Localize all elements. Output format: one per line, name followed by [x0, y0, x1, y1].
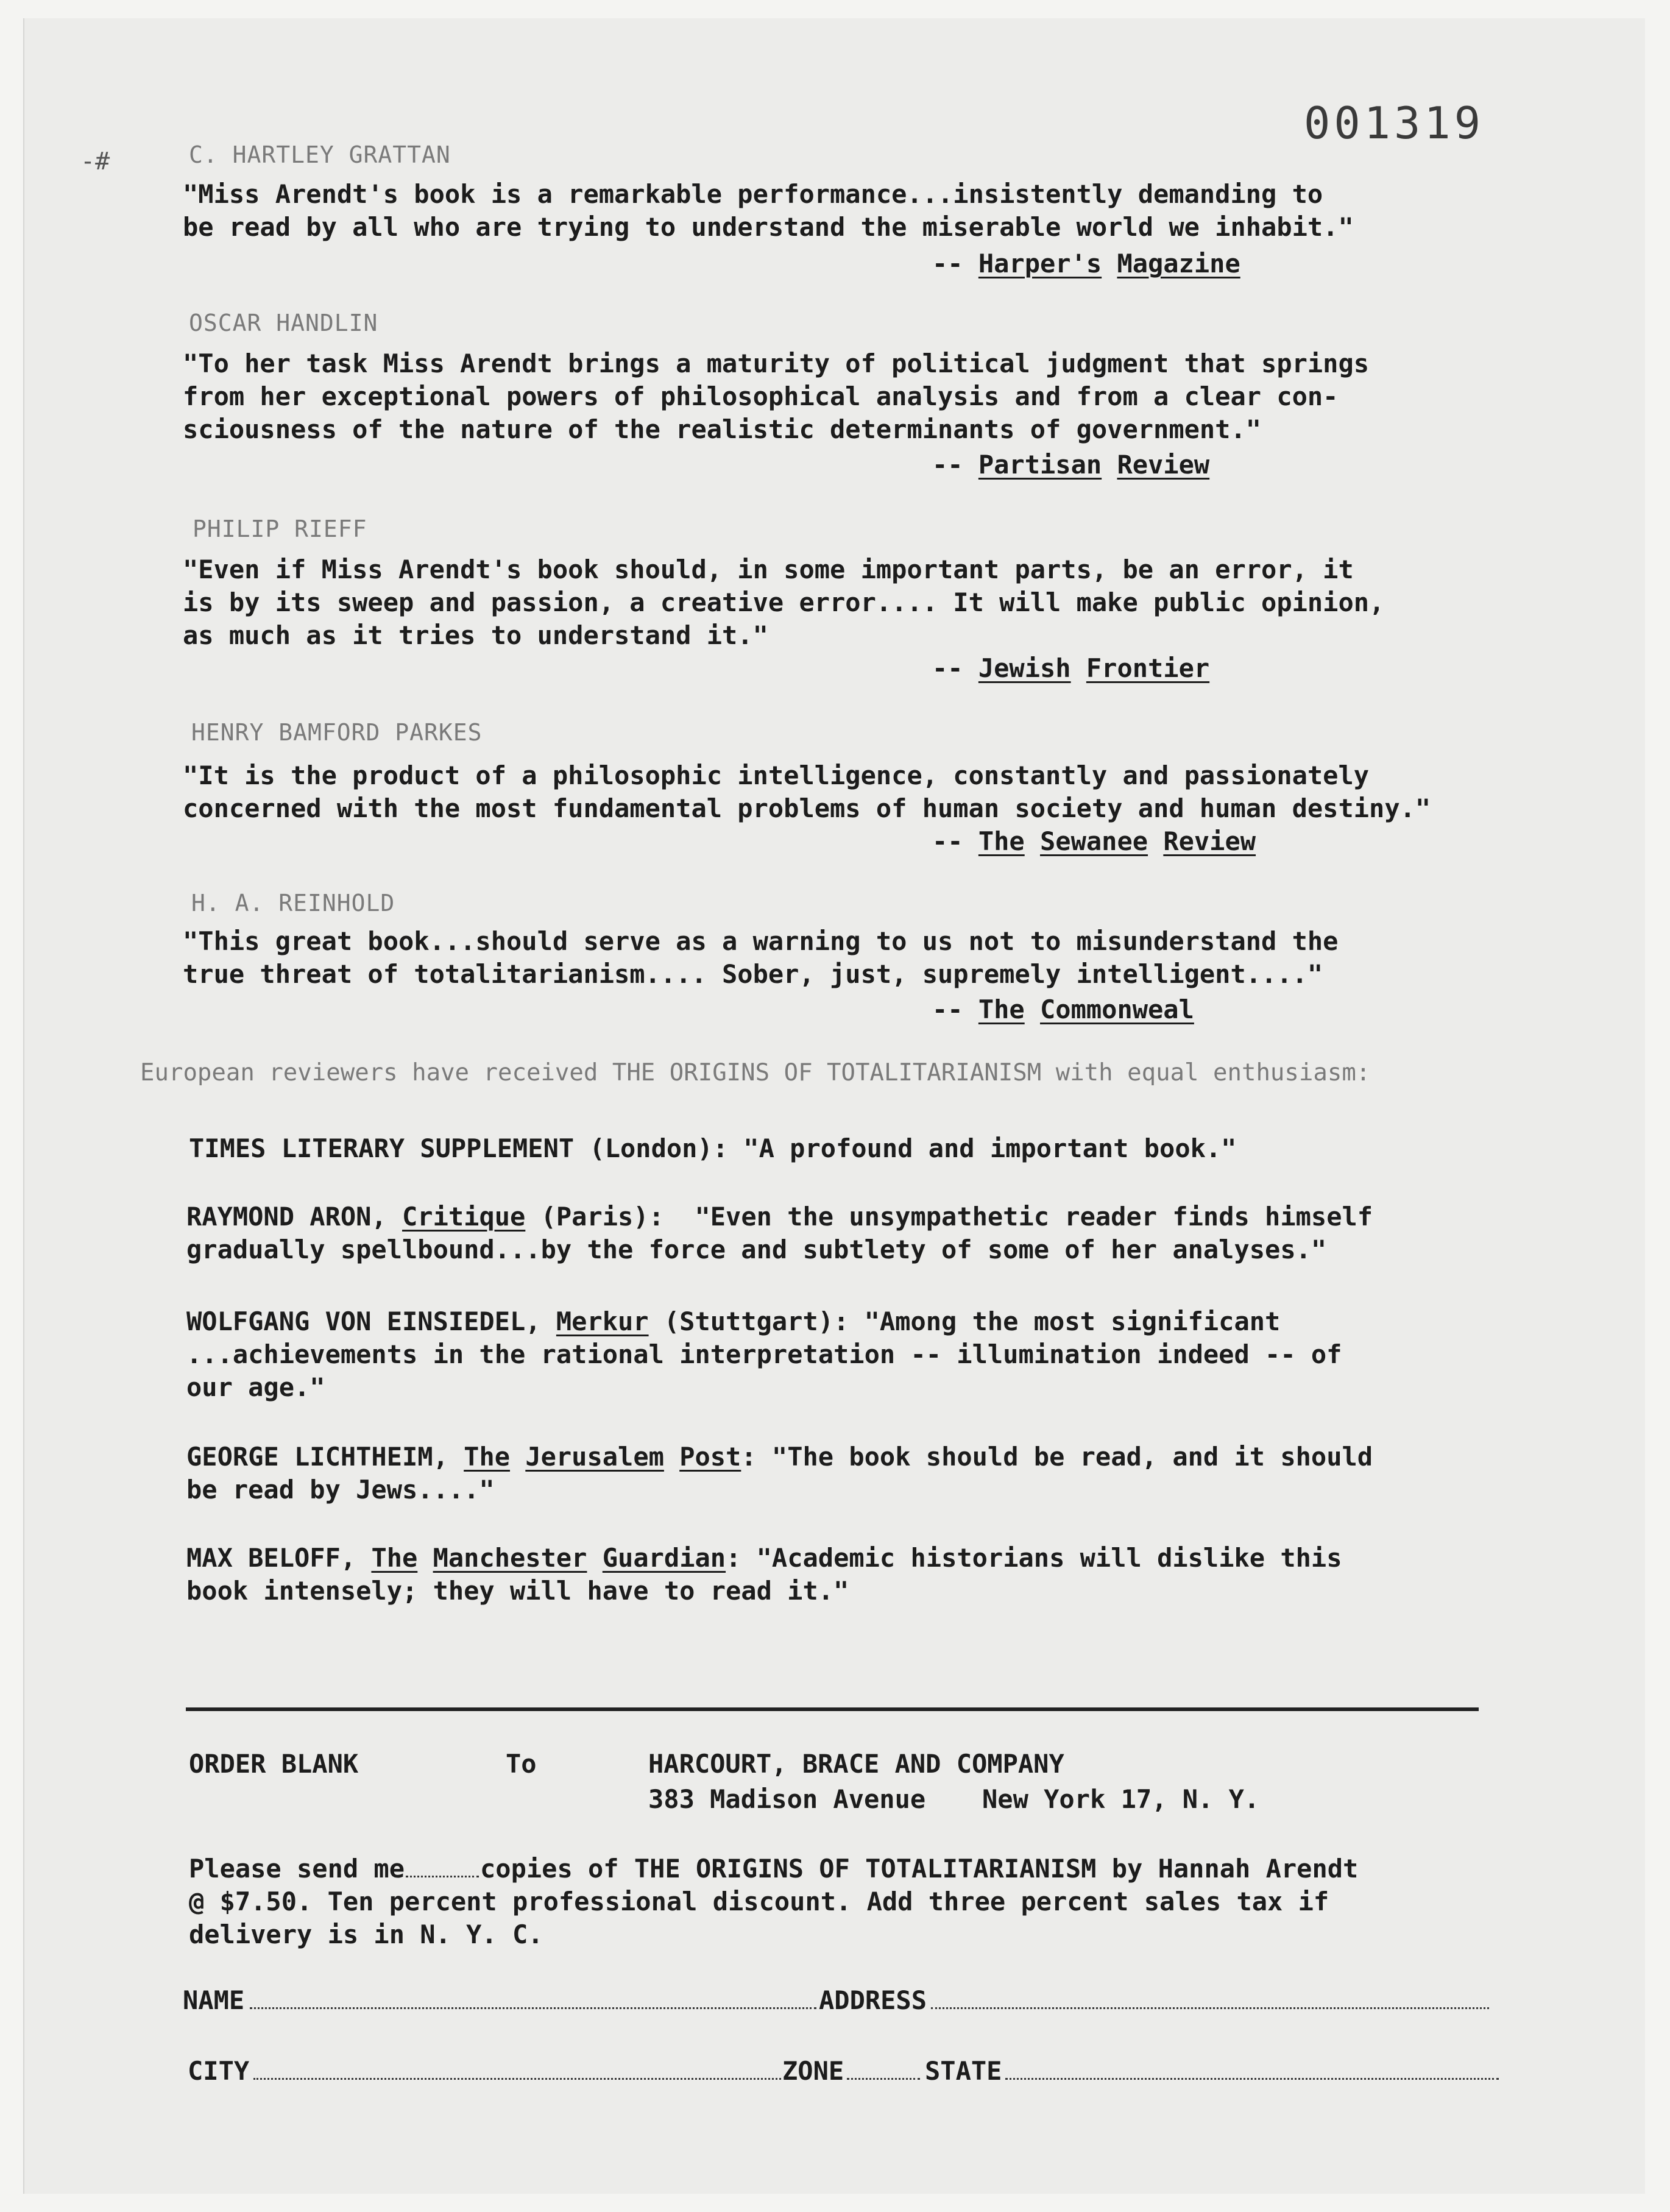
source-word: Sewanee	[1040, 826, 1148, 856]
euro-reviewer: MAX BELOFF,	[186, 1543, 372, 1573]
quote-line: is by its sweep and passion, a creative error.... It will make public opinion,	[183, 587, 1385, 617]
quote-line: "Even if Miss Arendt's book should, in some important parts, be an error, it	[183, 555, 1354, 584]
quote-line: "It is the product of a philosophic intelligence, constantly and passionately	[183, 760, 1370, 790]
reviewer-name: PHILIP RIEFF	[193, 516, 367, 542]
address-field-label: ADDRESS	[819, 1985, 927, 2015]
source-word: The	[978, 994, 1025, 1024]
quote-line: from her exceptional powers of philosophical analysis and from a clear con-	[183, 381, 1339, 411]
euro-reviewer: RAYMOND ARON,	[186, 1202, 403, 1232]
review-source	[932, 994, 1194, 1024]
quote-line: "To her task Miss Arendt brings a maturity of political judgment that springs	[183, 349, 1370, 378]
euro-review-lichtheim	[186, 1441, 1373, 1506]
source-word: Frontier	[1086, 653, 1210, 683]
name-field-line[interactable]	[250, 2007, 816, 2009]
euro-publication-word: The	[464, 1442, 511, 1472]
review-source	[932, 249, 1240, 278]
order-city-line: New York 17, N. Y.	[982, 1784, 1260, 1814]
review-quote	[183, 347, 1369, 446]
review-source	[932, 653, 1209, 683]
order-company: HARCOURT, BRACE AND COMPANY	[648, 1749, 1064, 1779]
quote-line: sciousness of the nature of the realistic determinants of government."	[183, 414, 1262, 444]
euro-quote-line: be read by Jews...."	[186, 1475, 495, 1505]
source-dash: --	[932, 450, 978, 480]
euro-review-tls: TIMES LITERARY SUPPLEMENT (London): "A profound and important book."	[189, 1133, 1237, 1163]
order-street: 383 Madison Avenue	[648, 1784, 926, 1814]
euro-publication-word: Guardian	[602, 1543, 726, 1573]
euro-quote-line: ...achievements in the rational interpretation -- illumination indeed -- of	[186, 1339, 1342, 1369]
euro-quote: (Stuttgart): "Among the most significant	[648, 1306, 1281, 1336]
reviewer-name: C. HARTLEY GRATTAN	[189, 141, 451, 168]
source-word: Partisan	[978, 450, 1102, 480]
euro-quote-line: book intensely; they will have to read it."	[186, 1576, 849, 1606]
euro-quote: : "The book should be read, and it should	[741, 1442, 1373, 1472]
zone-field-line[interactable]	[847, 2078, 920, 2080]
city-field-label: CITY	[188, 2056, 250, 2086]
euro-publication-word: The	[371, 1543, 418, 1573]
review-source	[932, 450, 1209, 480]
source-word: Jewish	[978, 653, 1071, 683]
euro-review-einsiedel	[186, 1305, 1342, 1404]
margin-mark: -#	[80, 147, 110, 175]
quote-line: as much as it tries to understand it."	[183, 620, 768, 650]
order-blank-label: ORDER BLANK	[189, 1749, 359, 1779]
address-field-line[interactable]	[931, 2007, 1489, 2009]
source-dash: --	[932, 826, 978, 856]
review-quote	[183, 553, 1384, 652]
zone-field-label: ZONE	[782, 2056, 844, 2086]
quote-line: "Miss Arendt's book is a remarkable performance...insistently demanding to	[183, 179, 1323, 209]
source-word: Review	[1163, 826, 1256, 856]
euro-reviewer: GEORGE LICHTHEIM,	[186, 1442, 464, 1472]
source-dash: --	[932, 994, 978, 1024]
euro-publication-word: Post	[679, 1442, 741, 1472]
review-source	[932, 826, 1256, 856]
document-number: 001319	[1304, 97, 1485, 149]
order-request	[189, 1852, 1358, 1951]
reviewer-name: H. A. REINHOLD	[191, 890, 395, 916]
euro-publication: Critique	[402, 1202, 526, 1232]
euro-quote: : "Academic historians will dislike this	[726, 1543, 1342, 1573]
euro-review-beloff	[186, 1542, 1342, 1608]
euro-review-aron	[186, 1200, 1373, 1266]
quote-line: be read by all who are trying to understand the miserable world we inhabit."	[183, 212, 1354, 242]
euro-quote-line: our age."	[186, 1372, 325, 1402]
source-dash: --	[932, 653, 978, 683]
name-field-label: NAME	[183, 1985, 245, 2015]
divider-rule	[186, 1707, 1479, 1711]
quote-line: concerned with the most fundamental problems of human society and human destiny."	[183, 793, 1431, 823]
review-quote	[183, 759, 1431, 825]
source-word: Harper's	[978, 249, 1102, 278]
euro-publication-word: Jerusalem	[525, 1442, 664, 1472]
source-word: Commonweal	[1040, 994, 1194, 1024]
euro-publication-word: Manchester	[433, 1543, 587, 1573]
source-word: Review	[1117, 450, 1210, 480]
source-word: Magazine	[1117, 249, 1240, 278]
quote-line: "This great book...should serve as a warning to us not to misunderstand the	[183, 926, 1339, 956]
price-line: @ $7.50. Ten percent professional discount. Add three percent sales tax if	[189, 1887, 1329, 1916]
order-to-label: To	[506, 1749, 537, 1779]
request-rest: copies of THE ORIGINS OF TOTALITARIANISM by Hannah Arendt	[480, 1854, 1359, 1884]
review-quote	[183, 178, 1354, 244]
review-quote	[183, 925, 1338, 991]
reviewer-name: HENRY BAMFORD PARKES	[191, 719, 483, 746]
european-intro: European reviewers have received THE ORIGINS OF TOTALITARIANISM with equal enthusiasm:	[140, 1059, 1371, 1087]
source-dash: --	[932, 249, 978, 278]
euro-publication: Merkur	[556, 1306, 649, 1336]
state-field-label: STATE	[925, 2056, 1002, 2086]
request-start: Please send me	[189, 1854, 405, 1884]
copies-blank[interactable]	[406, 1870, 479, 1877]
delivery-line: delivery is in N. Y. C.	[189, 1920, 543, 1949]
euro-reviewer: WOLFGANG VON EINSIEDEL,	[186, 1306, 556, 1336]
quote-line: true threat of totalitarianism.... Sober, just, supremely intelligent...."	[183, 959, 1323, 989]
euro-quote-line: gradually spellbound...by the force and subtlety of some of her analyses."	[186, 1235, 1327, 1264]
city-field-line[interactable]	[253, 2078, 781, 2080]
source-word: The	[978, 826, 1025, 856]
state-field-line[interactable]	[1005, 2078, 1499, 2080]
reviewer-name: OSCAR HANDLIN	[189, 310, 378, 336]
euro-quote: (Paris): "Even the unsympathetic reader finds himself	[525, 1202, 1373, 1232]
